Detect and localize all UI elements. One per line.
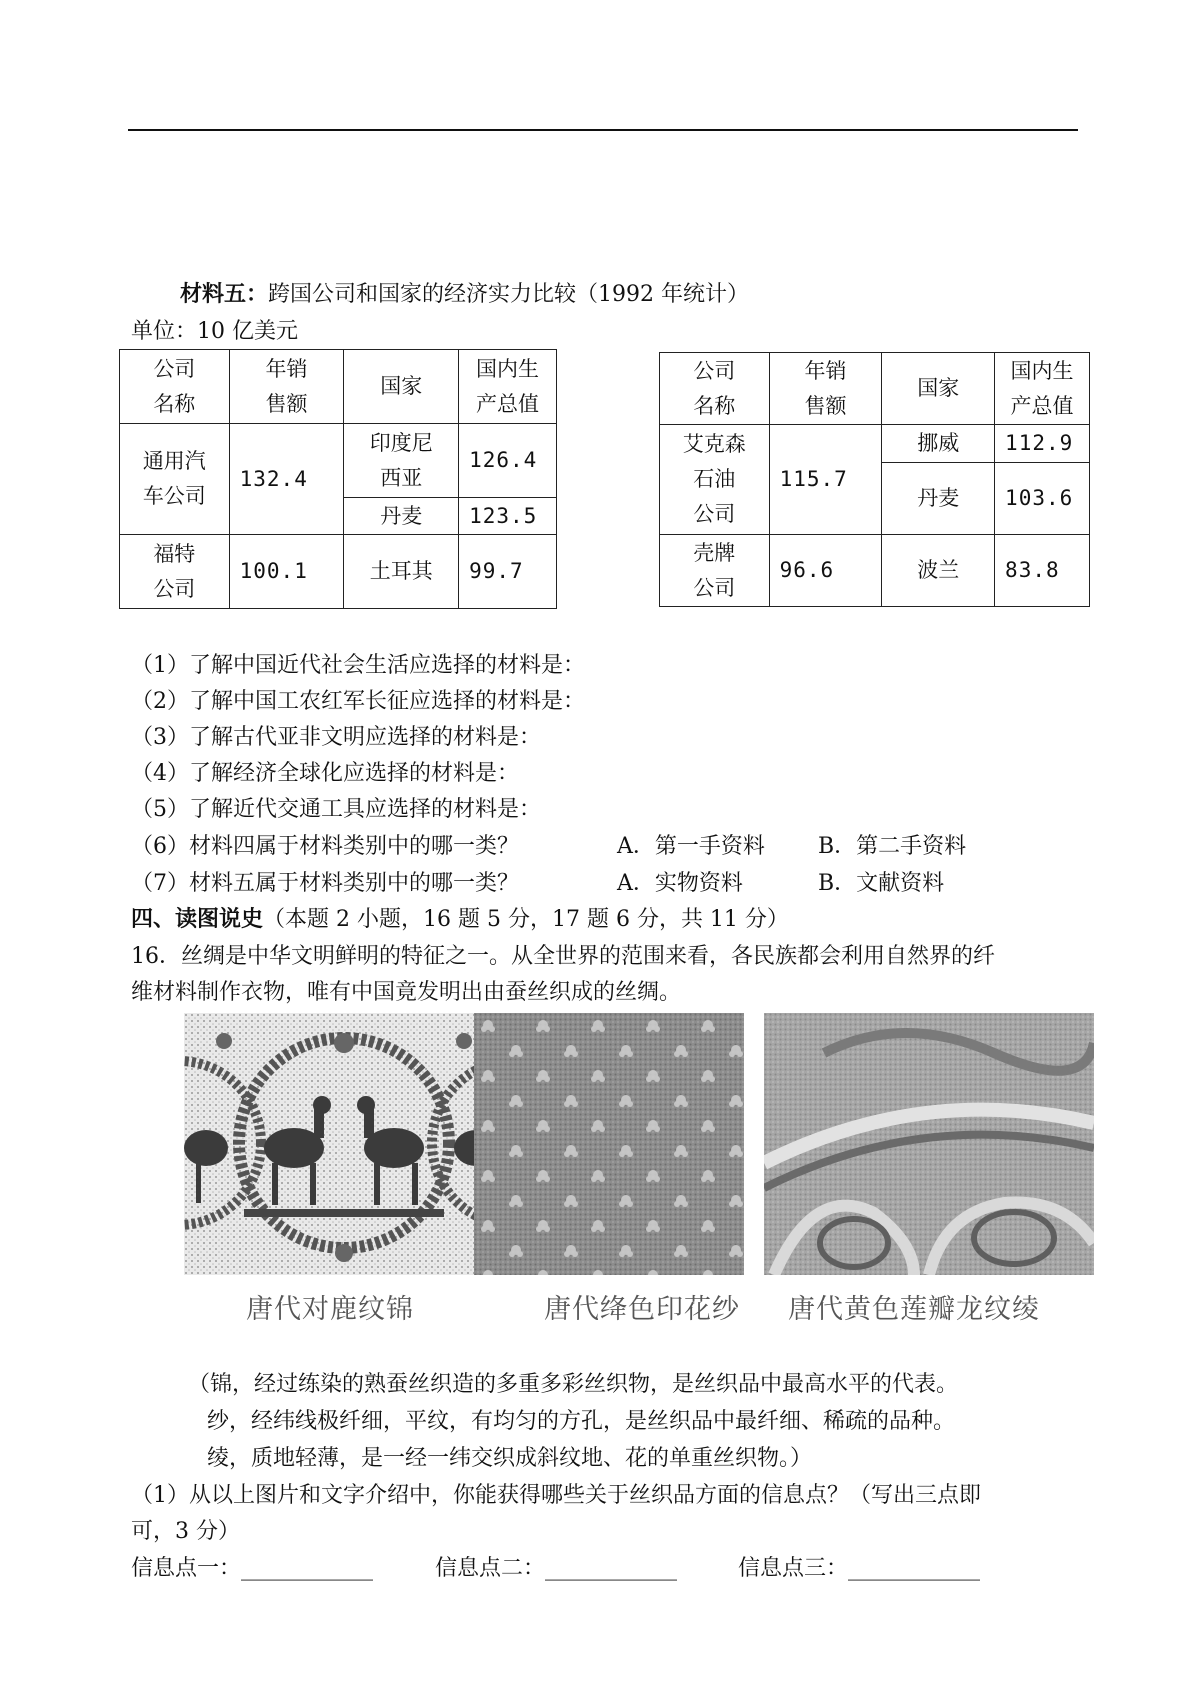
company-cell: 通用汽 车公司	[120, 424, 230, 535]
table-row	[660, 425, 1090, 463]
question-3: （3）了解古代亚非文明应选择的材料是：	[131, 725, 541, 750]
unit-label: 单位：10 亿美元	[131, 319, 298, 344]
section-4-note: （本题 2 小题，16 题 5 分，17 题 6 分，共 11 分）	[263, 907, 789, 932]
question-4: （4）了解经济全球化应选择的材料是：	[131, 761, 519, 786]
question-5: （5）了解近代交通工具应选择的材料是：	[131, 797, 541, 822]
q16-line-2: 维材料制作衣物，唯有中国竟发明出由蚕丝织成的丝绸。	[131, 980, 682, 1005]
question-7-option-a: A．实物资料	[617, 871, 743, 896]
photo-caption-2: 唐代绛色印花纱	[544, 1294, 740, 1325]
material5-heading	[180, 276, 749, 313]
header-gdp: 国内生 产总值	[459, 350, 557, 424]
info-point-2: 信息点二：____________	[435, 1556, 678, 1581]
info-point-3: 信息点三：____________	[738, 1556, 981, 1581]
table-row	[120, 535, 557, 609]
gdp-cell: 83.8	[995, 535, 1090, 607]
q16-1-line-2: 可，3 分）	[131, 1519, 240, 1544]
table-right	[659, 352, 1090, 607]
note-ling: 绫，质地轻薄，是一经一纬交织成斜纹地、花的单重丝织物。）	[207, 1446, 813, 1471]
question-6-option-a: A．第一手资料	[617, 834, 765, 859]
country-cell: 丹麦	[344, 498, 459, 535]
header-sales: 年销 售额	[769, 353, 882, 425]
gdp-cell: 123.5	[459, 498, 557, 535]
table-row	[660, 535, 1090, 607]
info-point-1: 信息点一：____________	[131, 1556, 374, 1581]
note-jin: （锦，经过练染的熟蚕丝织造的多重多彩丝织物，是丝织品中最高水平的代表。	[188, 1372, 959, 1397]
sales-cell: 115.7	[769, 425, 882, 535]
sales-cell: 100.1	[229, 535, 344, 609]
header-sales: 年销 售额	[229, 350, 344, 424]
question-7: （7）材料五属于材料类别中的哪一类？	[131, 871, 519, 896]
country-cell: 波兰	[882, 535, 995, 607]
q16-1-line-1: （1）从以上图片和文字介绍中，你能获得哪些关于丝织品方面的信息点？（写出三点即	[131, 1483, 981, 1508]
company-cell: 艾克森 石油 公司	[660, 425, 770, 535]
header-company: 公司 名称	[660, 353, 770, 425]
question-6-option-b: B．第二手资料	[818, 834, 967, 859]
country-cell: 土耳其	[344, 535, 459, 609]
sales-cell: 96.6	[769, 535, 882, 607]
table-left	[119, 349, 557, 609]
material5-label: 材料五：	[180, 281, 269, 307]
company-cell: 壳牌 公司	[660, 535, 770, 607]
table-header-row	[660, 353, 1090, 425]
q16-line-1: 16．丝绸是中华文明鲜明的特征之一。从全世界的范围来看，各民族都会利用自然界的纤	[131, 944, 995, 969]
header-company: 公司 名称	[120, 350, 230, 424]
country-cell: 丹麦	[882, 463, 995, 535]
gdp-cell: 103.6	[995, 463, 1090, 535]
table-row	[120, 424, 557, 498]
section-4-label: 四、读图说史	[131, 906, 264, 932]
note-sha: 纱，经纬线极纤细，平纹，有均匀的方孔，是丝织品中最纤细、稀疏的品种。	[207, 1409, 956, 1434]
question-1: （1）了解中国近代社会生活应选择的材料是：	[131, 653, 585, 678]
gdp-cell: 126.4	[459, 424, 557, 498]
photo-caption-1: 唐代对鹿纹锦	[246, 1294, 414, 1325]
header-rule	[128, 129, 1078, 131]
header-country: 国家	[882, 353, 995, 425]
table-header-row	[120, 350, 557, 424]
company-cell: 福特 公司	[120, 535, 230, 609]
sales-cell: 132.4	[229, 424, 344, 535]
question-2: （2）了解中国工农红军长征应选择的材料是：	[131, 689, 585, 714]
question-7-option-b: B．文献资料	[818, 871, 945, 896]
header-country: 国家	[344, 350, 459, 424]
gdp-cell: 112.9	[995, 425, 1090, 463]
header-gdp: 国内生 产总值	[995, 353, 1090, 425]
question-6: （6）材料四属于材料类别中的哪一类？	[131, 834, 519, 859]
country-cell: 印度尼 西亚	[344, 424, 459, 498]
gdp-cell: 99.7	[459, 535, 557, 609]
section-4-heading	[131, 901, 789, 938]
photo-caption-3: 唐代黄色莲瓣龙纹绫	[788, 1294, 1040, 1325]
material5-title: 跨国公司和国家的经济实力比较（1992 年统计）	[268, 282, 749, 307]
silk-photos	[184, 1013, 1094, 1335]
country-cell: 挪威	[882, 425, 995, 463]
